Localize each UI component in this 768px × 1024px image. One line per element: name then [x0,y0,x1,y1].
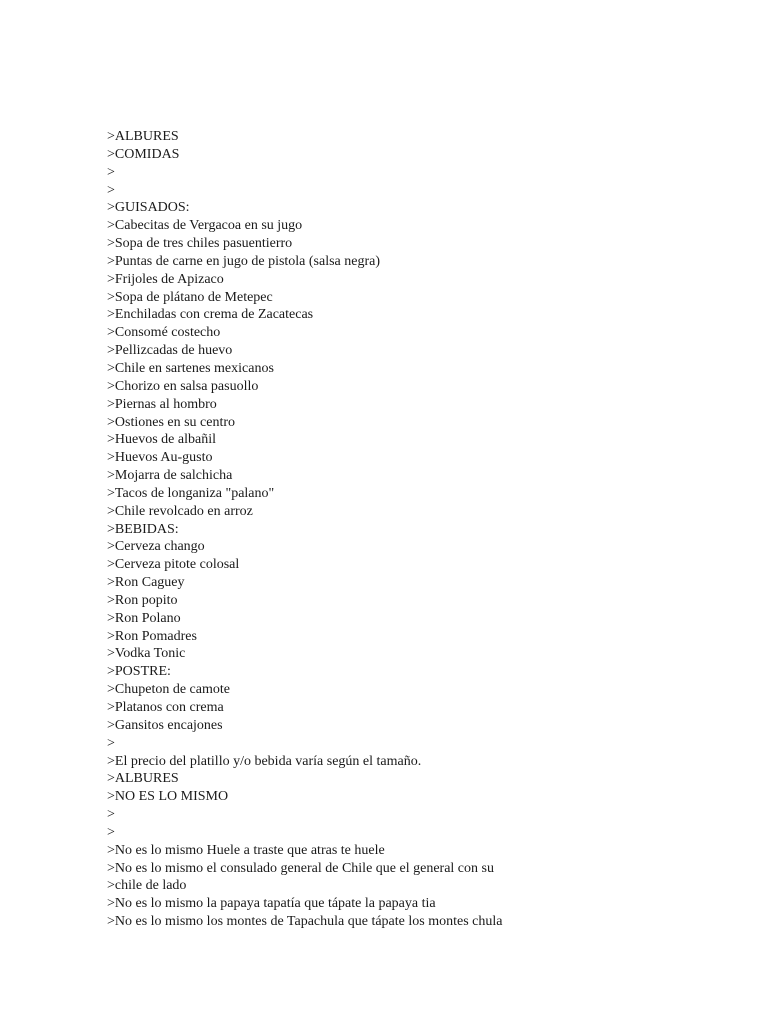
text-line: > [107,807,115,823]
text-line: > [107,164,115,180]
text-line: >No es lo mismo la papaya tapatía que tápate la papaya tia [107,896,436,912]
text-line: >Ostiones en su centro [107,414,236,430]
text-line: >Mojarra de salchicha [107,468,233,484]
text-line: >Frijoles de Apizaco [107,271,224,287]
text-line: >Cerveza pitote colosal [107,557,240,573]
text-line: > [107,824,115,840]
text-line: >Platanos con crema [107,700,224,715]
text-line: >chile de lado [107,878,187,894]
document-text [107,128,727,931]
text-line: >Vodka Tonic [107,646,186,662]
text-line: >Enchiladas con crema de Zacatecas [107,307,314,323]
text-line: >Ron Polano [107,610,181,626]
text-line: >No es lo mismo Huele a traste que atras te huele [107,842,385,858]
text-line: >Pellizcadas de huevo [107,343,233,359]
text-line: >Ron Caguey [107,575,185,591]
text-line: >Gansitos encajones [107,717,223,733]
text-line: >No es lo mismo el consulado general de Chile que el general con su [107,860,494,876]
text-line: >POSTRE: [107,664,171,680]
text-line: >Chile revolcado en arroz [107,503,253,519]
text-line: >Chile en sartenes mexicanos [107,360,274,376]
text-line: >Sopa de plátano de Metepec [107,289,273,305]
text-line: >Piernas al hombro [107,396,217,412]
text-line: >Tacos de longaniza "palano" [107,485,275,501]
text-line: >Chupeton de camote [107,682,230,698]
text-line: >GUISADOS: [107,200,190,216]
text-line: >BEBIDAS: [107,521,179,537]
text-line: >Puntas de carne en jugo de pistola (salsa negra) [107,253,381,269]
text-line: >Sopa de tres chiles pasuentierro [107,236,293,252]
text-line: > [107,735,115,751]
text-line: >Huevos de albañil [107,432,216,448]
text-line: >ALBURES [107,129,179,144]
text-line: >Ron popito [107,592,178,608]
text-line: >Chorizo en salsa pasuollo [107,378,259,394]
text-line: >Ron Pomadres [107,628,197,644]
text-line: >No es lo mismo los montes de Tapachula que tápate los montes chula [107,914,503,930]
text-line: >COMIDAS [107,146,180,162]
text-line: >Huevos Au-gusto [107,450,213,466]
text-line: >Cabecitas de Vergacoa en su jugo [107,218,303,234]
text-line: > [107,182,115,198]
text-line: >ALBURES [107,771,179,787]
text-line: >Consomé costecho [107,325,221,341]
text-line: >Cerveza chango [107,539,205,555]
text-line: >El precio del platillo y/o bebida varía según el tamaño. [107,753,422,769]
text-line: >NO ES LO MISMO [107,789,229,805]
